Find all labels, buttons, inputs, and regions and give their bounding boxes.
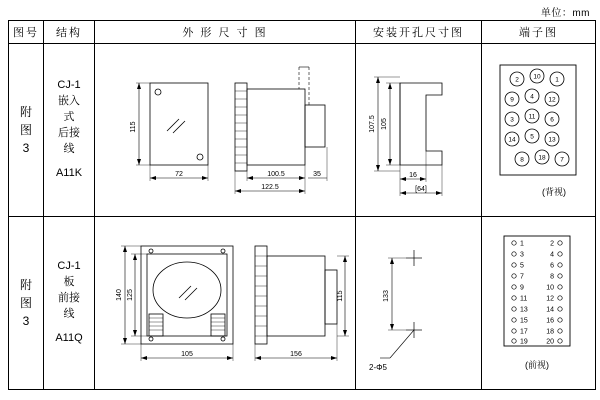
terminal-number: 18 bbox=[538, 154, 546, 161]
terminal-number: 8 bbox=[520, 156, 524, 163]
header-fig-no: 图号 bbox=[9, 21, 44, 44]
dim-label: 105 bbox=[381, 117, 388, 130]
terminal-number: 5 bbox=[520, 262, 524, 269]
cutout-drawing-cell-2 bbox=[356, 217, 482, 390]
terminal-number: 12 bbox=[546, 295, 554, 302]
dim-label: 122.5 bbox=[261, 183, 279, 191]
structure-line: 线 bbox=[63, 307, 75, 320]
fig-no-line: 3 bbox=[22, 314, 30, 328]
cutout-drawing-1 bbox=[356, 45, 479, 216]
terminal-number: 11 bbox=[528, 113, 536, 120]
dim-label: 115 bbox=[130, 120, 137, 133]
terminal-number: 11 bbox=[520, 295, 528, 302]
terminal-diagram-cell-2 bbox=[482, 217, 596, 390]
terminal-diagram-1 bbox=[482, 45, 593, 216]
terminal-number: 2 bbox=[515, 76, 519, 83]
terminal-number: 20 bbox=[546, 338, 554, 345]
dim-label: 72 bbox=[175, 170, 183, 178]
structure-line: 嵌入 bbox=[58, 95, 80, 108]
structure-line: 线 bbox=[63, 142, 75, 155]
outline-drawing-1 bbox=[95, 45, 353, 216]
terminal-number: 16 bbox=[546, 317, 554, 324]
structure-line: 式 bbox=[63, 111, 75, 124]
terminal-diagram-2 bbox=[482, 218, 593, 389]
terminal-diagram-cell-1 bbox=[482, 44, 596, 217]
table-row bbox=[9, 217, 596, 390]
terminal-number: 14 bbox=[508, 136, 516, 143]
terminal-number: 3 bbox=[520, 251, 524, 258]
dim-label: 133 bbox=[383, 289, 390, 302]
terminal-number: 9 bbox=[520, 284, 524, 291]
terminal-number: 19 bbox=[520, 338, 528, 345]
fig-no-cell-2 bbox=[9, 217, 44, 390]
dim-label: [64] bbox=[415, 185, 427, 193]
terminal-number: 13 bbox=[520, 306, 528, 313]
structure-cell-2 bbox=[44, 217, 95, 390]
terminal-caption: (前视) bbox=[525, 359, 549, 370]
fig-no-line: 附 bbox=[19, 105, 32, 119]
cutout-drawing-2 bbox=[356, 218, 479, 389]
fig-no-line: 3 bbox=[22, 141, 30, 155]
structure-line: CJ-1 bbox=[57, 79, 81, 92]
terminal-number: 13 bbox=[548, 136, 556, 143]
dim-label: 35 bbox=[313, 170, 321, 178]
dim-label: 115 bbox=[337, 289, 344, 302]
header-terminal: 端子图 bbox=[482, 21, 596, 44]
structure-cell-1 bbox=[44, 44, 95, 217]
dim-label: 2-Φ5 bbox=[369, 362, 387, 372]
terminal-number: 6 bbox=[550, 116, 554, 123]
table-row bbox=[9, 44, 596, 217]
dim-label: 105 bbox=[181, 350, 193, 358]
dim-label: 140 bbox=[116, 288, 123, 301]
header-structure: 结构 bbox=[44, 21, 95, 44]
fig-no-line: 图 bbox=[19, 296, 32, 310]
structure-line: A11Q bbox=[55, 331, 83, 344]
terminal-number: 6 bbox=[550, 262, 554, 269]
dim-label: 107.5 bbox=[369, 114, 376, 133]
terminal-number: 15 bbox=[520, 317, 528, 324]
terminal-number: 7 bbox=[560, 156, 564, 163]
terminal-number: 14 bbox=[546, 306, 554, 313]
terminal-number: 17 bbox=[520, 328, 528, 335]
terminal-number: 1 bbox=[520, 240, 524, 247]
fig-no-cell-1 bbox=[9, 44, 44, 217]
terminal-number: 3 bbox=[510, 116, 514, 123]
terminal-number: 12 bbox=[548, 96, 556, 103]
outline-drawing-cell-1 bbox=[95, 44, 356, 217]
dim-label: 100.5 bbox=[267, 170, 285, 178]
cutout-drawing-cell-1 bbox=[356, 44, 482, 217]
terminal-number: 5 bbox=[530, 133, 534, 140]
header-outline: 外 形 尺 寸 图 bbox=[95, 21, 356, 44]
terminal-number: 18 bbox=[546, 328, 554, 335]
unit-note: 单位：mm bbox=[540, 8, 590, 19]
structure-line: 板 bbox=[63, 276, 75, 289]
terminal-number: 8 bbox=[550, 273, 554, 280]
dim-label: 16 bbox=[409, 171, 417, 179]
terminal-number: 10 bbox=[546, 284, 554, 291]
dim-label: 125 bbox=[127, 288, 134, 301]
terminal-number: 9 bbox=[510, 96, 514, 103]
terminal-number: 4 bbox=[550, 251, 554, 258]
header-cutout: 安装开孔尺寸图 bbox=[356, 21, 482, 44]
terminal-number: 1 bbox=[555, 76, 559, 83]
structure-line: 前接 bbox=[58, 292, 80, 305]
structure-line: 后接 bbox=[58, 127, 80, 139]
fig-no-line: 图 bbox=[19, 123, 32, 137]
dimension-table bbox=[8, 20, 596, 390]
terminal-number: 2 bbox=[550, 240, 554, 247]
fig-no-line: 附 bbox=[19, 278, 32, 292]
outline-drawing-cell-2 bbox=[95, 217, 356, 390]
terminal-number: 4 bbox=[530, 93, 534, 100]
dim-label: 156 bbox=[290, 350, 302, 358]
structure-line: CJ-1 bbox=[57, 260, 81, 273]
outline-drawing-2 bbox=[95, 218, 353, 389]
table-header-row bbox=[9, 21, 596, 44]
terminal-number: 7 bbox=[520, 273, 524, 280]
structure-line: A11K bbox=[55, 166, 83, 179]
terminal-caption: (背视) bbox=[542, 186, 566, 197]
terminal-number: 10 bbox=[533, 73, 541, 80]
